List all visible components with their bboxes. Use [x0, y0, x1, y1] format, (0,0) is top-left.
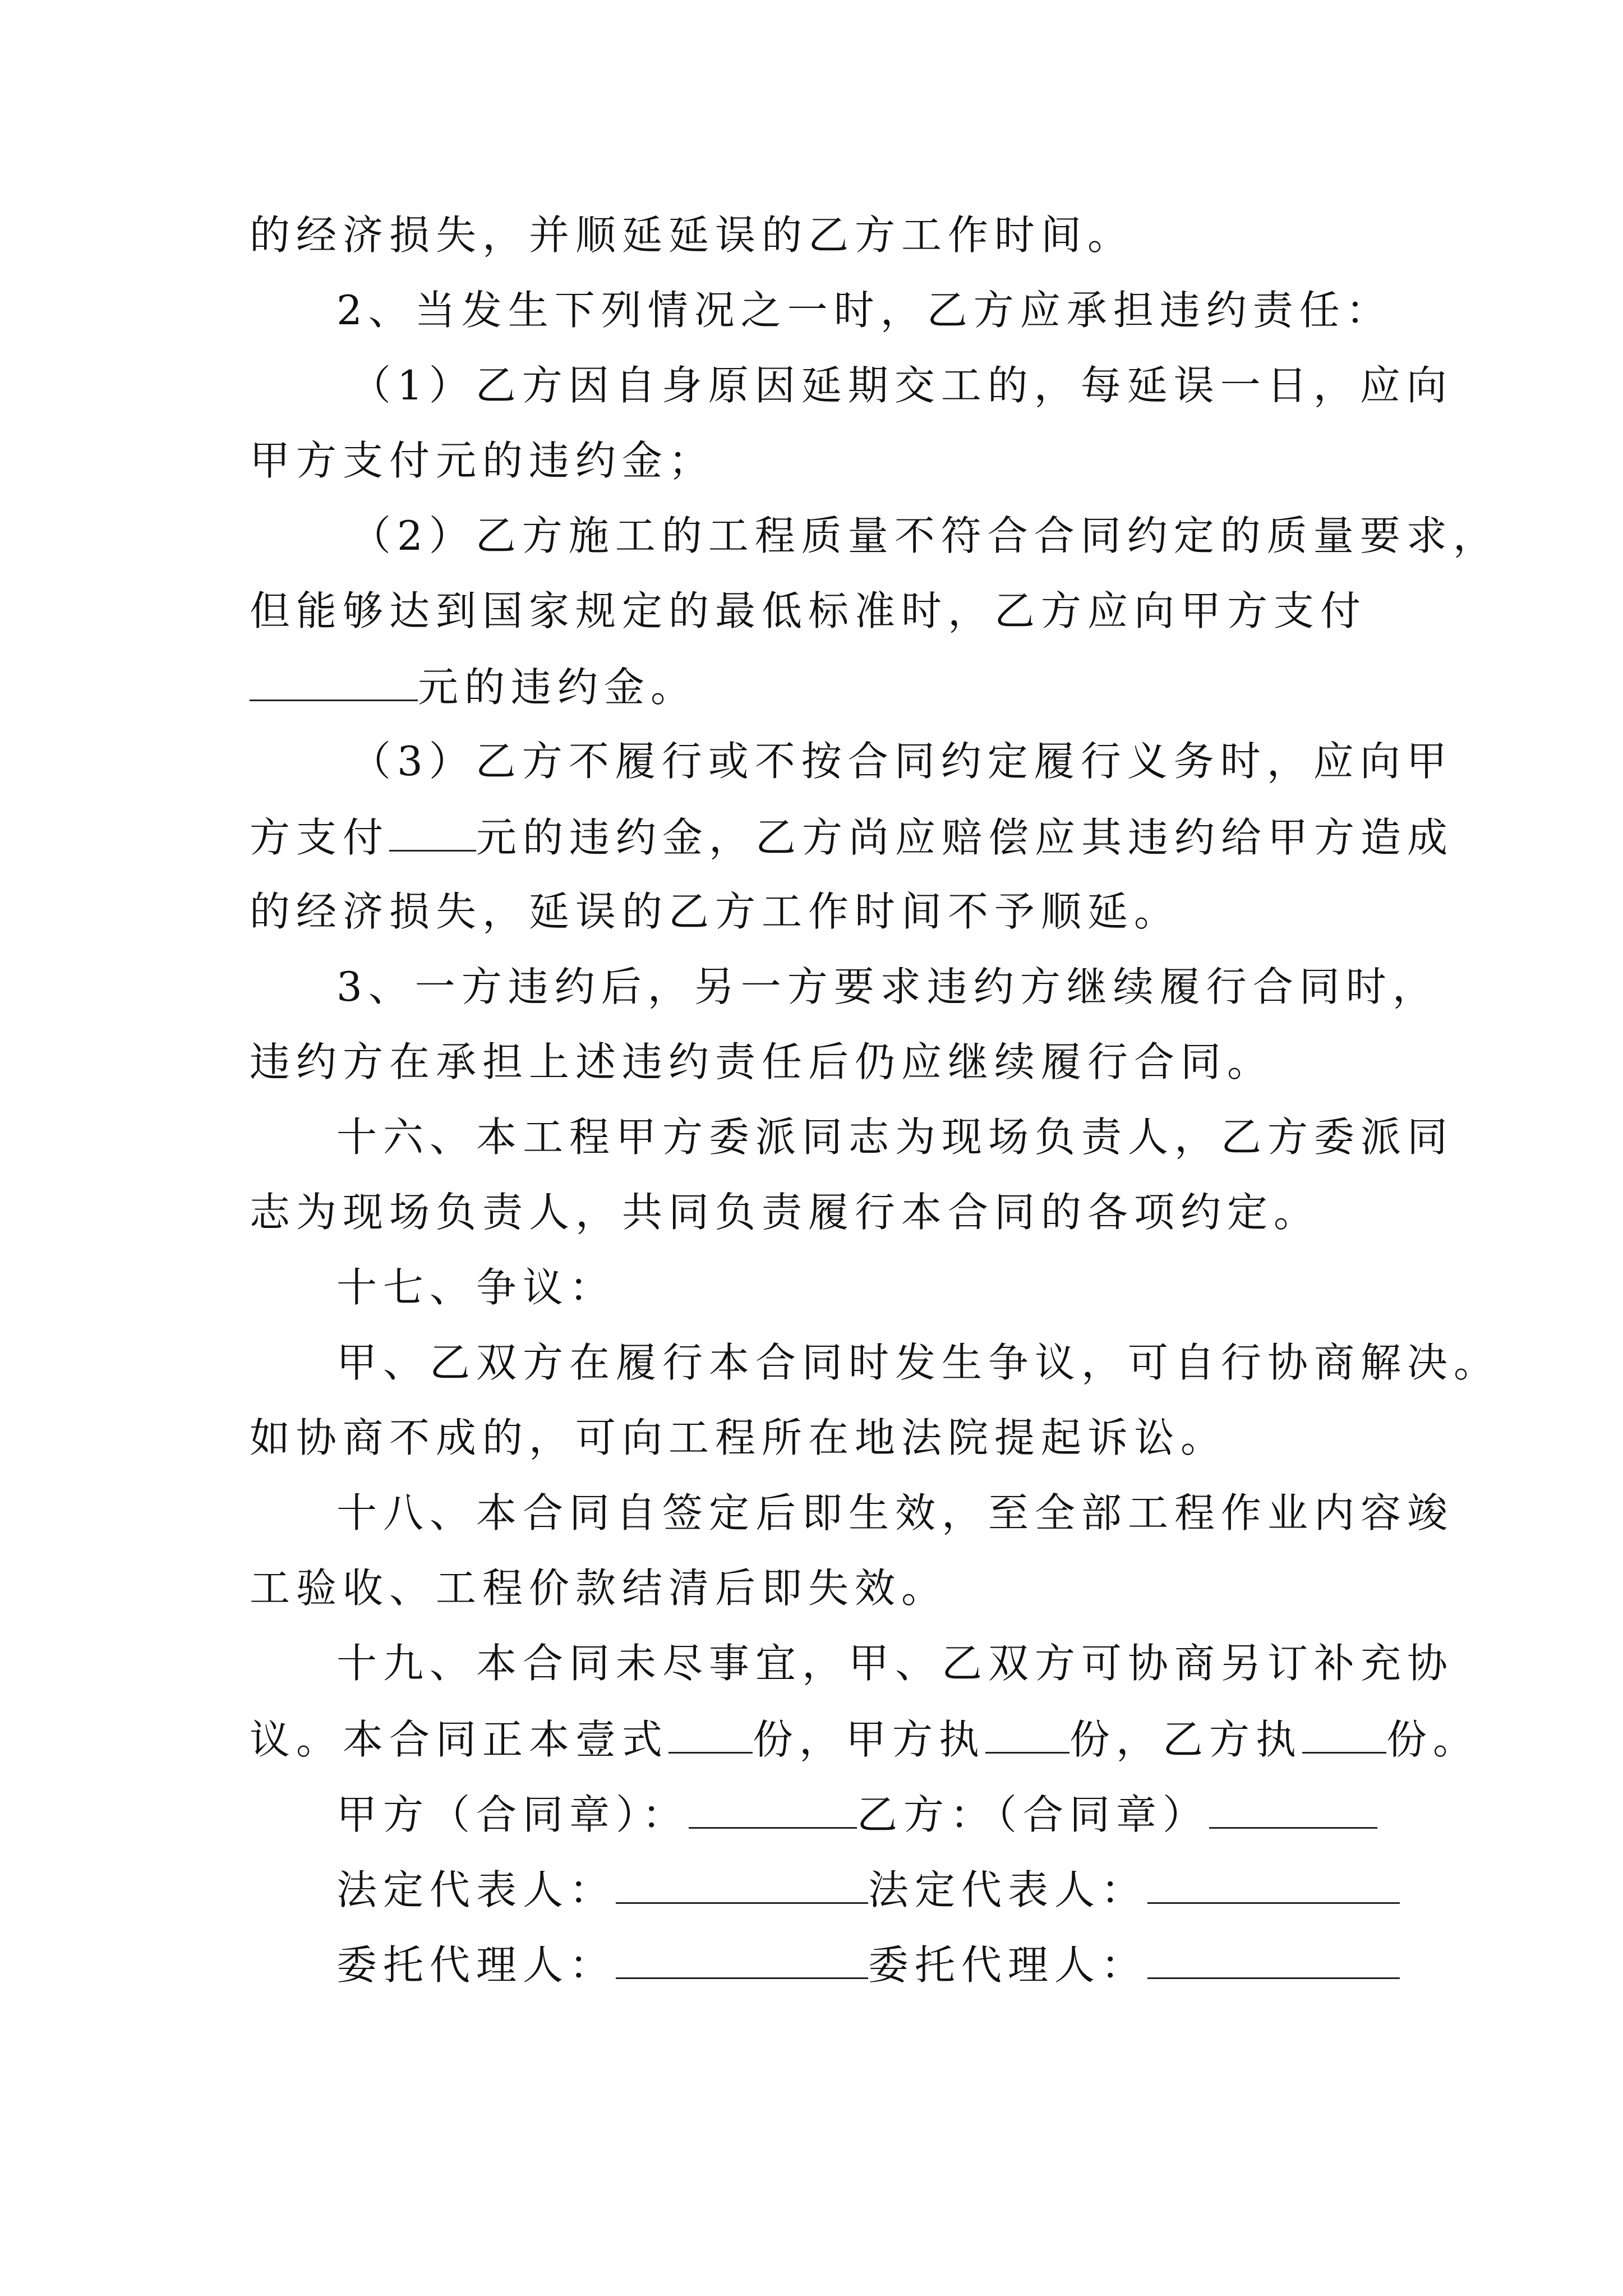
- blank-underline: [985, 1713, 1069, 1754]
- copies-text-3: 份，乙方执: [1069, 1716, 1303, 1763]
- party-a-seal-label: 甲方（合同章）：: [336, 1791, 689, 1838]
- signature-row-seal: [336, 1788, 1492, 1839]
- text-line-9-text: 元的违约金，乙方尚应赔偿应其违约给甲方造成: [476, 814, 1454, 861]
- signature-row-agent: [336, 1938, 1492, 1990]
- legal-rep-b-label: 法定代表人：: [868, 1866, 1148, 1913]
- text-line-1: 的经济损失，并顺延延误的乙方工作时间。: [250, 211, 1135, 259]
- text-line-13: 十六、本工程甲方委派同志为现场负责人，乙方委派同: [336, 1114, 1454, 1161]
- text-line-14: 志为现场负责人，共同负责履行本合同的各项约定。: [250, 1189, 1321, 1236]
- text-line-8: （3）乙方不履行或不按合同约定履行义务时，应向甲: [351, 738, 1453, 785]
- text-line-20: 十九、本合同未尽事宜，甲、乙双方可协商另订补充协: [336, 1640, 1454, 1687]
- legal-rep-b-blank: [1147, 1863, 1400, 1904]
- text-line-16: 甲、乙双方在履行本合同时发生争议，可自行协商解决。: [336, 1339, 1501, 1386]
- agent-a-label: 委托代理人：: [336, 1941, 616, 1989]
- agent-a-blank: [616, 1938, 868, 1979]
- blank-underline: [389, 811, 476, 852]
- text-line-19: 工验收、工程价款结清后即失效。: [250, 1565, 948, 1612]
- text-line-10: 的经济损失，延误的乙方工作时间不予顺延。: [250, 888, 1181, 935]
- copies-text-1: 议。本合同正本壹式: [250, 1716, 669, 1763]
- text-line-7-text: 元的违约金。: [418, 664, 698, 711]
- text-line-7: [250, 660, 1405, 712]
- text-line-3: （1）乙方因自身原因延期交工的，每延误一日，应向: [351, 362, 1453, 409]
- text-line-15: 十七、争议：: [336, 1264, 616, 1311]
- party-b-seal-blank: [1209, 1788, 1377, 1829]
- text-line-18: 十八、本合同自签定后即生效，至全部工程作业内容竣: [336, 1489, 1454, 1536]
- blank-underline: [668, 1713, 753, 1754]
- text-line-2: 2、当发生下列情况之一时，乙方应承担违约责任：: [336, 287, 1393, 334]
- blank-underline: [1302, 1713, 1386, 1754]
- text-line-21: [250, 1713, 1480, 1764]
- agent-b-blank: [1147, 1938, 1400, 1979]
- text-line-12: 违约方在承担上述违约责任后仍应继续履行合同。: [250, 1038, 1274, 1085]
- legal-rep-a-label: 法定代表人：: [336, 1866, 616, 1913]
- text-line-11: 3、一方违约后，另一方要求违约方继续履行合同时，: [336, 963, 1439, 1010]
- party-b-seal-label: 乙方：（合同章）: [857, 1791, 1210, 1838]
- text-line-17: 如协商不成的，可向工程所在地法院提起诉讼。: [250, 1414, 1228, 1461]
- text-line-6: 但能够达到国家规定的最低标准时，乙方应向甲方支付: [250, 587, 1367, 634]
- legal-rep-a-blank: [616, 1863, 868, 1904]
- blank-underline: [250, 660, 418, 701]
- copies-text-4: 份。: [1386, 1716, 1480, 1763]
- party-a-seal-blank: [689, 1788, 857, 1829]
- copies-text-2: 份，甲方执: [753, 1716, 986, 1763]
- text-line-9-prefix: 方支付: [250, 814, 390, 861]
- agent-b-label: 委托代理人：: [868, 1941, 1148, 1989]
- text-line-9: [250, 811, 1454, 862]
- signature-row-legal-rep: [336, 1863, 1492, 1915]
- text-line-5: （2）乙方施工的工程质量不符合合同约定的质量要求，: [351, 512, 1500, 559]
- text-line-4: 甲方支付元的违约金；: [250, 437, 716, 484]
